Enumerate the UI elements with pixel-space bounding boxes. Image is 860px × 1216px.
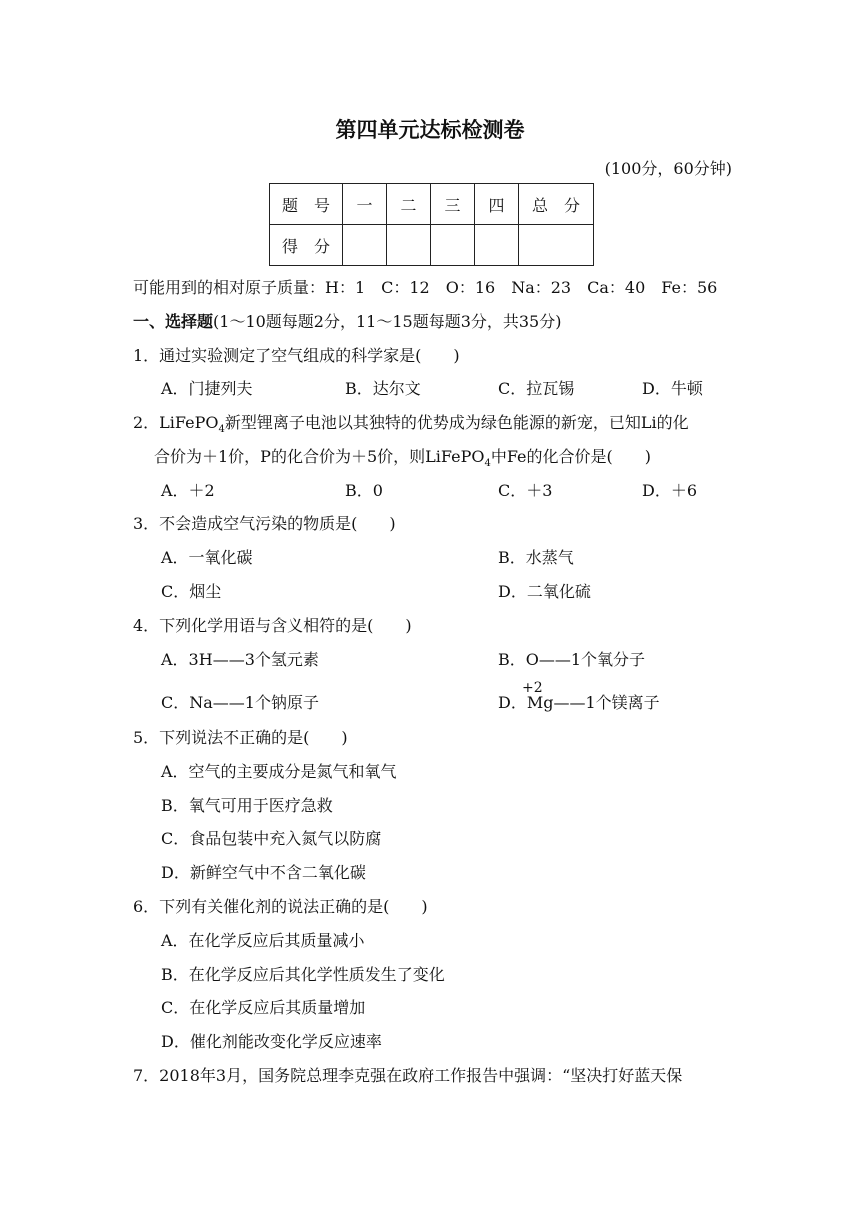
question-4-stem: 4．下列化学用语与含义相符的是( )	[133, 616, 412, 635]
time-note: (100分，60分钟)	[604, 159, 732, 178]
stem-text: 2．LiFePO	[133, 413, 219, 432]
score-cell[interactable]	[343, 225, 387, 266]
score-table-score-row	[270, 225, 594, 266]
option-d-prefix: D．	[498, 693, 527, 712]
score-cell[interactable]	[387, 225, 431, 266]
option-d[interactable]: D．＋6	[642, 481, 698, 500]
stem-text: 新型锂离子电池以其独特的优势成为绿色能源的新宠，已知Li的化	[224, 413, 689, 432]
question-1-stem: 1．通过实验测定了空气组成的科学家是( )	[133, 346, 460, 365]
section-note: (1～10题每题2分，11～15题每题3分，共35分)	[213, 312, 562, 331]
option-a[interactable]: A．空气的主要成分是氮气和氧气	[161, 762, 397, 781]
option-c[interactable]: C．在化学反应后其质量增加	[161, 998, 366, 1017]
header-cell: 二	[387, 184, 431, 225]
option-c[interactable]: C．Na——1个钠原子	[161, 693, 319, 712]
option-c[interactable]: C．烟尘	[161, 582, 222, 601]
subscript: 4	[484, 458, 491, 470]
header-cell: 四	[475, 184, 519, 225]
option-b[interactable]: B．达尔文	[345, 379, 421, 398]
subscript: 4	[218, 424, 225, 436]
section-heading	[133, 309, 561, 332]
option-d[interactable]: D．催化剂能改变化学反应速率	[161, 1032, 382, 1051]
option-b[interactable]: B．水蒸气	[498, 548, 574, 567]
option-d[interactable]: D．二氧化硫	[498, 582, 591, 601]
score-label-cell: 得 分	[270, 225, 343, 266]
page-title: 第四单元达标检测卷	[335, 118, 525, 142]
header-cell: 总 分	[519, 184, 594, 225]
question-6-stem: 6．下列有关催化剂的说法正确的是( )	[133, 897, 428, 916]
score-cell[interactable]	[519, 225, 594, 266]
option-b[interactable]: B．氧气可用于医疗急救	[161, 796, 333, 815]
stem-text: 中Fe的化合价是( )	[490, 447, 652, 466]
header-cell: 一	[343, 184, 387, 225]
section-title: 一、选择题	[133, 312, 214, 331]
header-cell: 三	[431, 184, 475, 225]
question-5-stem: 5．下列说法不正确的是( )	[133, 728, 348, 747]
question-7-stem: 7．2018年3月，国务院总理李克强在政府工作报告中强调：“坚决打好蓝天保	[133, 1066, 683, 1085]
score-table	[269, 183, 594, 266]
score-cell[interactable]	[431, 225, 475, 266]
stem-text: 合价为＋1价，P的化合价为＋5价，则LiFePO	[154, 447, 485, 466]
question-3-stem: 3．不会造成空气污染的物质是( )	[133, 514, 396, 533]
option-a[interactable]: A．门捷列夫	[161, 379, 253, 398]
score-cell[interactable]	[475, 225, 519, 266]
question-2-stem-line2	[154, 444, 651, 469]
option-b[interactable]: B．在化学反应后其化学性质发生了变化	[161, 965, 445, 984]
option-c[interactable]: C．＋3	[498, 481, 553, 500]
header-cell: 题 号	[270, 184, 343, 225]
option-d-suffix: ——1个镁离子	[553, 693, 660, 712]
option-b[interactable]: B．0	[345, 481, 383, 500]
option-c[interactable]: C．食品包装中充入氮气以防腐	[161, 829, 382, 848]
atomic-masses: 可能用到的相对原子质量：H：1 C：12 O：16 Na：23 Ca：40 Fe：56	[133, 278, 718, 297]
option-a[interactable]: A．一氧化碳	[161, 548, 253, 567]
option-a[interactable]: A．3H——3个氢元素	[161, 650, 319, 669]
option-d[interactable]: D．牛顿	[642, 379, 703, 398]
question-2-stem-line1	[133, 410, 689, 435]
charge-label: +2	[522, 680, 543, 696]
option-a[interactable]: A．＋2	[161, 481, 215, 500]
score-table-header-row	[270, 184, 594, 225]
option-d-element: Mg	[526, 693, 554, 712]
option-d[interactable]: D．新鲜空气中不含二氧化碳	[161, 863, 366, 882]
option-c[interactable]: C．拉瓦锡	[498, 379, 575, 398]
option-a[interactable]: A．在化学反应后其质量减小	[161, 931, 365, 950]
option-b[interactable]: B．O——1个氧分子	[498, 650, 646, 669]
